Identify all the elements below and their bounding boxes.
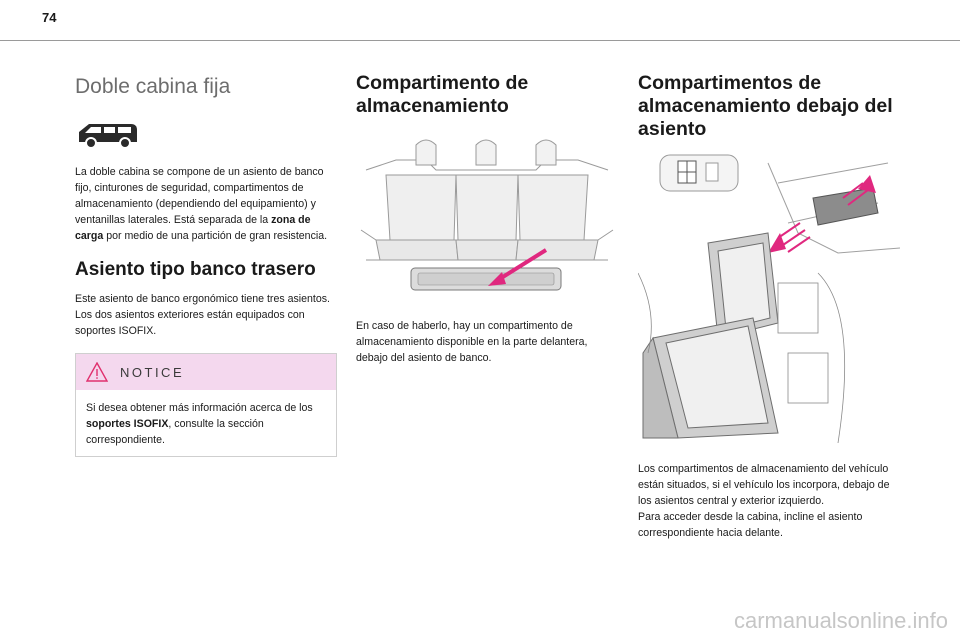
compartimentos-paragraph-1: Los compartimentos de almacenamiento del vehículo están situados, si el vehículo los incorpora, debajo de los asientos central y exterior izquierdo. [638,463,890,507]
underseat-storage-illustration [638,153,900,443]
warning-triangle-icon [86,362,108,382]
column-1 [75,70,337,457]
column-2 [356,70,618,366]
section-title-compartimento: Compartimento de almacenamiento [356,72,529,117]
page-number: 74 [42,10,57,25]
bench-storage-illustration [356,130,618,300]
column-3 [638,70,900,541]
van-icon [75,116,141,152]
section-title-compartimentos: Compartimentos de almacenamiento debajo del asiento [638,72,893,140]
compartimento-paragraph: En caso de haberlo, hay un compartimento de almacenamiento disponible en la parte delantera, debajo del asiento de banco. [356,320,588,364]
section-title-asiento: Asiento tipo banco trasero [75,259,316,280]
compartimentos-paragraph-2: Para acceder desde la cabina, incline el asiento correspondiente hacia delante. [638,511,863,539]
notice-text: Si desea obtener más información acerca de los soportes ISOFIX, consulte la sección correspondiente. [86,402,313,446]
asiento-paragraph: Este asiento de banco ergonómico tiene tres asientos. Los dos asientos exteriores están equipados con soportes ISOFIX. [75,293,330,337]
top-divider [0,40,960,41]
section-title-doble-cabina: Doble cabina fija [75,75,231,98]
intro-paragraph: La doble cabina se compone de un asiento de banco fijo, cinturones de seguridad, compartimentos de almacenamiento (dependiendo del equipamiento) y ventanillas laterales. Está separada de la zona de carga por medio de una partición de gran resistencia. [75,166,328,242]
notice-header [76,354,336,390]
notice-title: NOTICE [120,364,185,380]
watermark: carmanualsonline.info [733,608,948,633]
notice-box [75,353,337,457]
right-hand-drive-icon [660,155,738,191]
